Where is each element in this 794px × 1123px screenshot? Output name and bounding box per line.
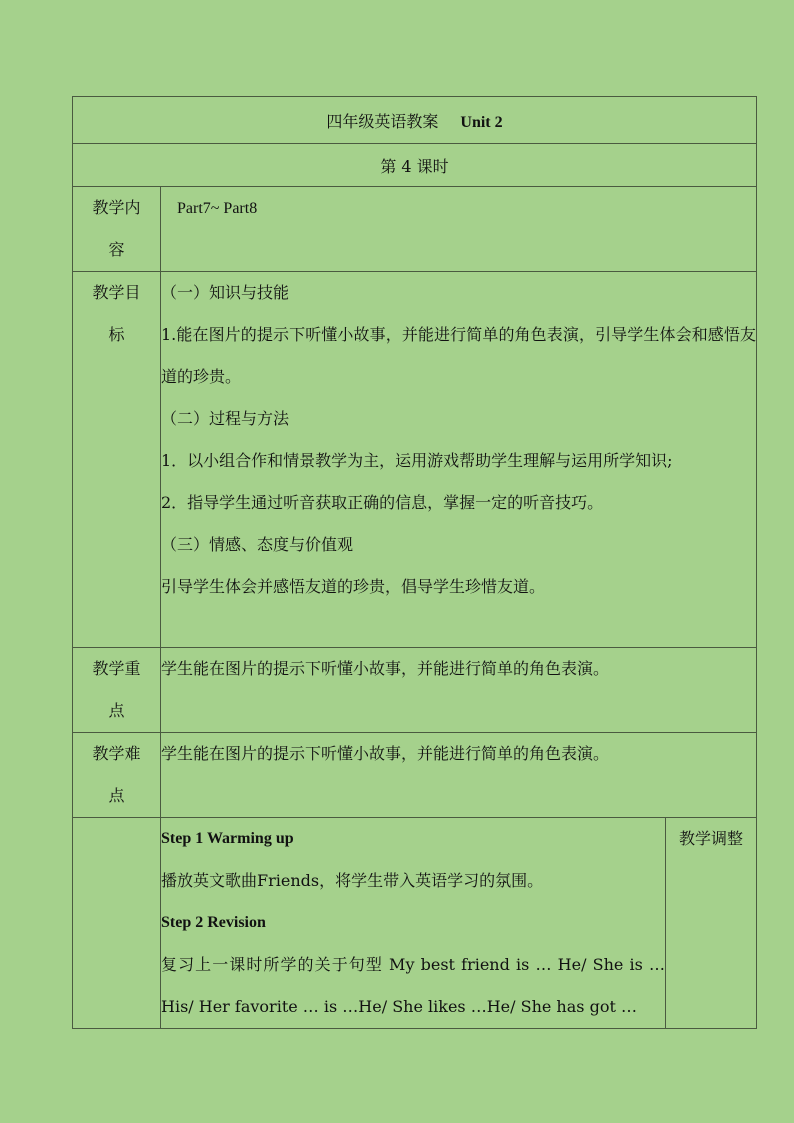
goal-heading-knowledge: （一）知识与技能	[161, 283, 290, 302]
teaching-goals-row	[73, 272, 757, 648]
lesson-plan-table	[72, 96, 757, 1029]
teaching-content-row	[73, 187, 757, 272]
key-points-value: 学生能在图片的提示下听懂小故事，并能进行简单的角色表演。	[161, 659, 610, 678]
lesson-label: 第 4 课时	[380, 156, 449, 176]
goal-heading-process: （二）过程与方法	[161, 409, 290, 428]
step1-title: Step 1 Warming up	[161, 830, 294, 847]
unit-label: Unit 2	[460, 113, 503, 131]
difficulties-cell	[161, 733, 757, 818]
teaching-content-cell	[161, 187, 757, 272]
teaching-goals-cell	[161, 272, 757, 648]
steps-row	[73, 818, 757, 1029]
step2-title: Step 2 Revision	[161, 914, 266, 931]
step2-text: 复习上一课时所学的关于句型 My best friend is … He/ She is … His/ Her favorite … is …He/ She likes …He/ She has got …	[161, 955, 665, 1016]
goal-item-process-2: 2．指导学生通过听音获取正确的信息，掌握一定的听音技巧。	[161, 493, 604, 512]
goal-item-knowledge-1: 1.能在图片的提示下听懂小故事，并能进行简单的角色表演，引导学生体会和感悟友道的珍贵。	[161, 325, 757, 386]
difficulties-row	[73, 733, 757, 818]
goal-item-attitude-1: 引导学生体会并感悟友道的珍贵，倡导学生珍惜友道。	[161, 577, 546, 596]
key-points-row	[73, 648, 757, 733]
teaching-goals-label: 教学目标	[73, 272, 161, 648]
plan-title: 四年级英语教案	[326, 111, 439, 131]
key-points-cell	[161, 648, 757, 733]
goal-heading-attitude: （三）情感、态度与价值观	[161, 535, 354, 554]
difficulties-value: 学生能在图片的提示下听懂小故事，并能进行简单的角色表演。	[161, 744, 610, 763]
title-row	[73, 97, 757, 144]
teaching-content-value: Part7~ Part8	[177, 200, 258, 217]
teaching-content-label: 教学内容	[73, 187, 161, 272]
step1-text: 播放英文歌曲Friends，将学生带入英语学习的氛围。	[161, 871, 544, 890]
steps-empty-label	[73, 818, 161, 1029]
difficulties-label: 教学难点	[73, 733, 161, 818]
lesson-row	[73, 144, 757, 187]
adjust-cell	[666, 818, 757, 1029]
steps-cell	[161, 818, 666, 1029]
goal-item-process-1: 1．以小组合作和情景教学为主，运用游戏帮助学生理解与运用所学知识;	[161, 451, 673, 470]
key-points-label: 教学重点	[73, 648, 161, 733]
adjust-label: 教学调整	[679, 829, 744, 848]
